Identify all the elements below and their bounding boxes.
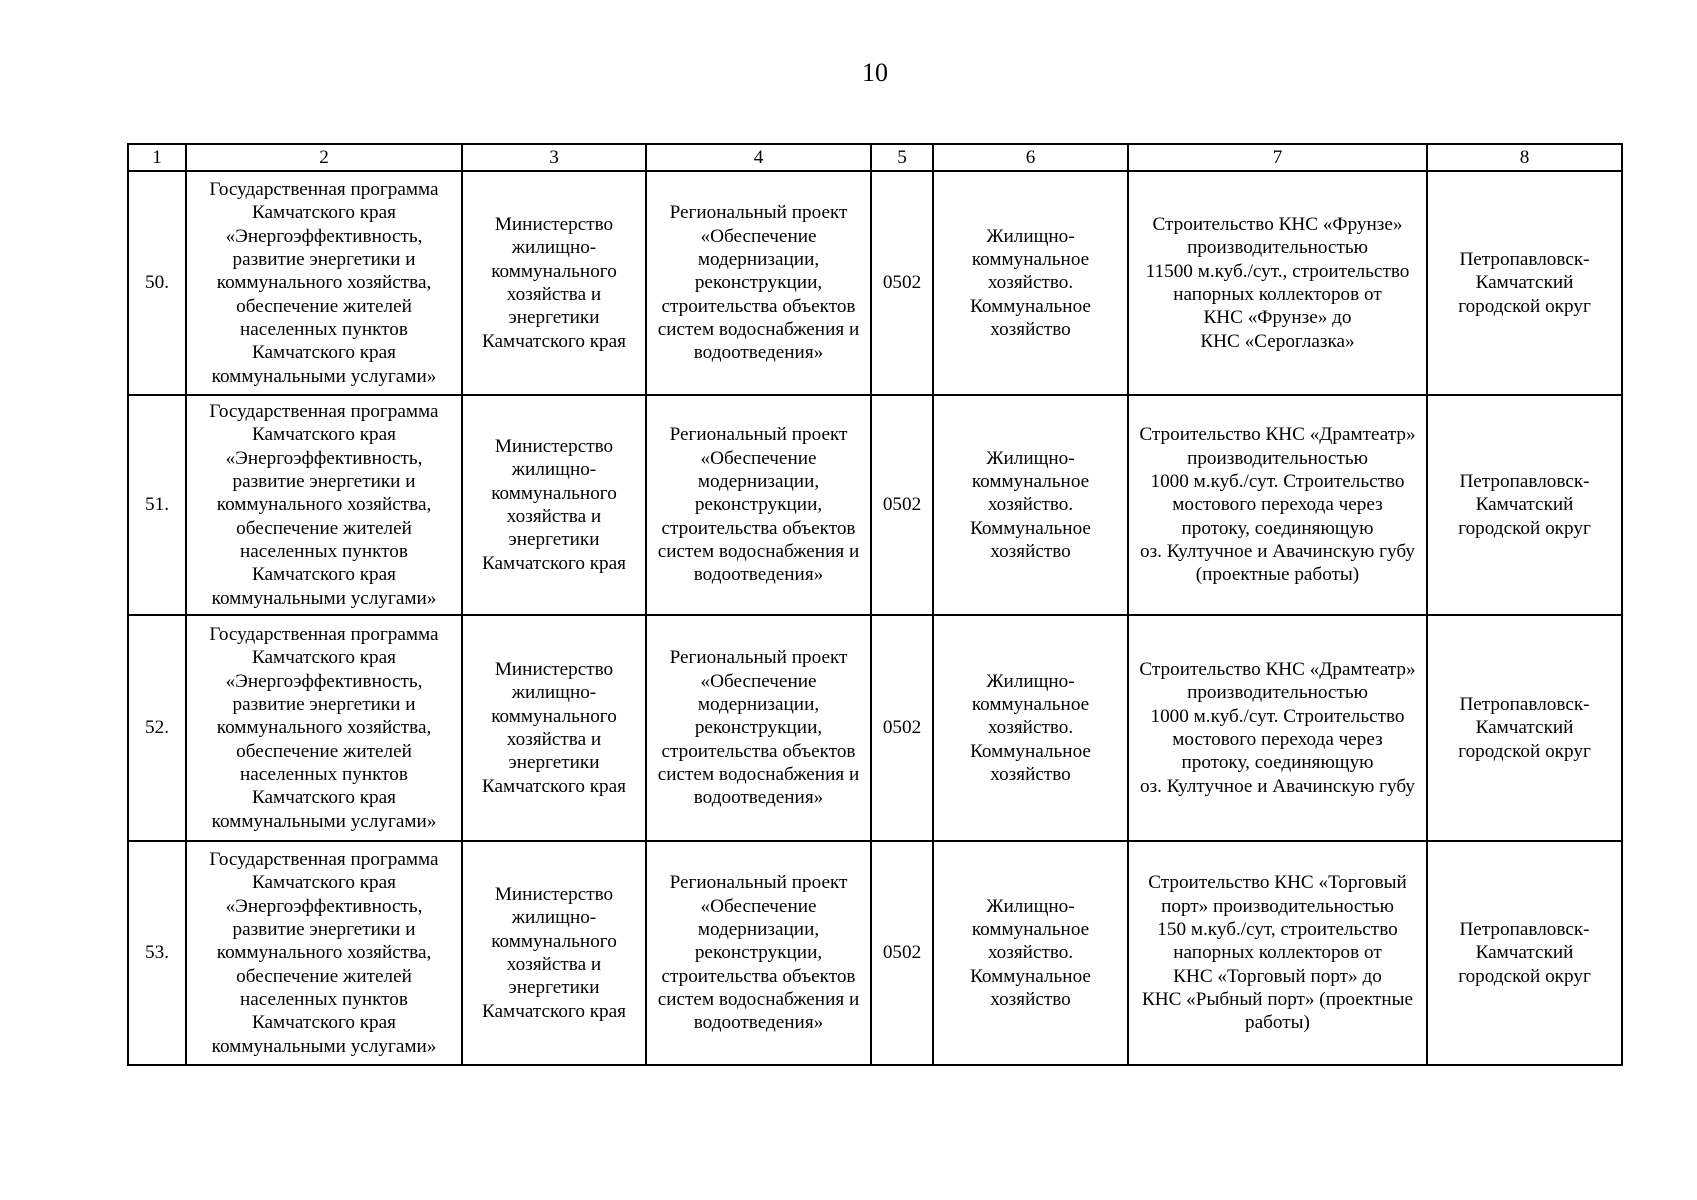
program-cell: Государственная программа Камчатского края «Энергоэффективность, развитие энергетики и коммунального хозяйства, обеспечение жителей населенных пунктов Камчатского края коммунальными услугами» — [186, 395, 462, 615]
ministry-cell: Министерство жилищно- коммунального хозяйства и энергетики Камчатского края — [462, 841, 646, 1065]
row-number-cell: 51. — [128, 395, 186, 615]
section-cell: Жилищно- коммунальное хозяйство. Коммунальное хозяйство — [933, 395, 1128, 615]
program-cell: Государственная программа Камчатского края «Энергоэффективность, развитие энергетики и коммунального хозяйства, обеспечение жителей населенных пунктов Камчатского края коммунальными услугами» — [186, 615, 462, 841]
section-cell: Жилищно- коммунальное хозяйство. Коммунальное хозяйство — [933, 171, 1128, 395]
code-cell: 0502 — [871, 841, 933, 1065]
column-header: 3 — [462, 144, 646, 171]
location-cell: Петропавловск- Камчатский городской округ — [1427, 615, 1622, 841]
table-row — [128, 395, 1622, 615]
code-cell: 0502 — [871, 615, 933, 841]
column-header: 2 — [186, 144, 462, 171]
column-header: 5 — [871, 144, 933, 171]
column-header: 6 — [933, 144, 1128, 171]
table-header — [128, 144, 1622, 171]
location-cell: Петропавловск- Камчатский городской округ — [1427, 171, 1622, 395]
project-cell: Региональный проект «Обеспечение модернизации, реконструкции, строительства объектов систем водоснабжения и водоотведения» — [646, 395, 871, 615]
code-cell: 0502 — [871, 171, 933, 395]
page-number: 10 — [862, 58, 888, 87]
object-cell: Строительство КНС «Торговый порт» производительностью 150 м.куб./сут, строительство напорных коллекторов от КНС «Торговый порт» до КНС «Рыбный порт» (проектные работы) — [1128, 841, 1427, 1065]
ministry-cell: Министерство жилищно- коммунального хозяйства и энергетики Камчатского края — [462, 395, 646, 615]
document-table — [127, 143, 1623, 1066]
table-row — [128, 615, 1622, 841]
table-row — [128, 841, 1622, 1065]
column-header: 4 — [646, 144, 871, 171]
column-header: 1 — [128, 144, 186, 171]
location-cell: Петропавловск- Камчатский городской округ — [1427, 395, 1622, 615]
column-header: 8 — [1427, 144, 1622, 171]
ministry-cell: Министерство жилищно- коммунального хозяйства и энергетики Камчатского края — [462, 171, 646, 395]
row-number-cell: 53. — [128, 841, 186, 1065]
object-cell: Строительство КНС «Драмтеатр» производительностью 1000 м.куб./сут. Строительство мостового перехода через протоку, соединяющую оз. Култучное и Авачинскую губу — [1128, 615, 1427, 841]
code-cell: 0502 — [871, 395, 933, 615]
table-body — [128, 171, 1622, 1065]
section-cell: Жилищно- коммунальное хозяйство. Коммунальное хозяйство — [933, 615, 1128, 841]
program-cell: Государственная программа Камчатского края «Энергоэффективность, развитие энергетики и коммунального хозяйства, обеспечение жителей населенных пунктов Камчатского края коммунальными услугами» — [186, 171, 462, 395]
object-cell: Строительство КНС «Фрунзе» производительностью 11500 м.куб./сут., строительство напорных коллекторов от КНС «Фрунзе» до КНС «Сероглазка» — [1128, 171, 1427, 395]
ministry-cell: Министерство жилищно- коммунального хозяйства и энергетики Камчатского края — [462, 615, 646, 841]
location-cell: Петропавловск- Камчатский городской округ — [1427, 841, 1622, 1065]
table-row — [128, 171, 1622, 395]
project-cell: Региональный проект «Обеспечение модернизации, реконструкции, строительства объектов систем водоснабжения и водоотведения» — [646, 615, 871, 841]
section-cell: Жилищно- коммунальное хозяйство. Коммунальное хозяйство — [933, 841, 1128, 1065]
row-number-cell: 50. — [128, 171, 186, 395]
program-cell: Государственная программа Камчатского края «Энергоэффективность, развитие энергетики и коммунального хозяйства, обеспечение жителей населенных пунктов Камчатского края коммунальными услугами» — [186, 841, 462, 1065]
row-number-cell: 52. — [128, 615, 186, 841]
project-cell: Региональный проект «Обеспечение модернизации, реконструкции, строительства объектов систем водоснабжения и водоотведения» — [646, 841, 871, 1065]
object-cell: Строительство КНС «Драмтеатр» производительностью 1000 м.куб./сут. Строительство мостового перехода через протоку, соединяющую оз. Култучное и Авачинскую губу (проектные работы) — [1128, 395, 1427, 615]
project-cell: Региональный проект «Обеспечение модернизации, реконструкции, строительства объектов систем водоснабжения и водоотведения» — [646, 171, 871, 395]
column-header: 7 — [1128, 144, 1427, 171]
header-row — [128, 144, 1622, 171]
